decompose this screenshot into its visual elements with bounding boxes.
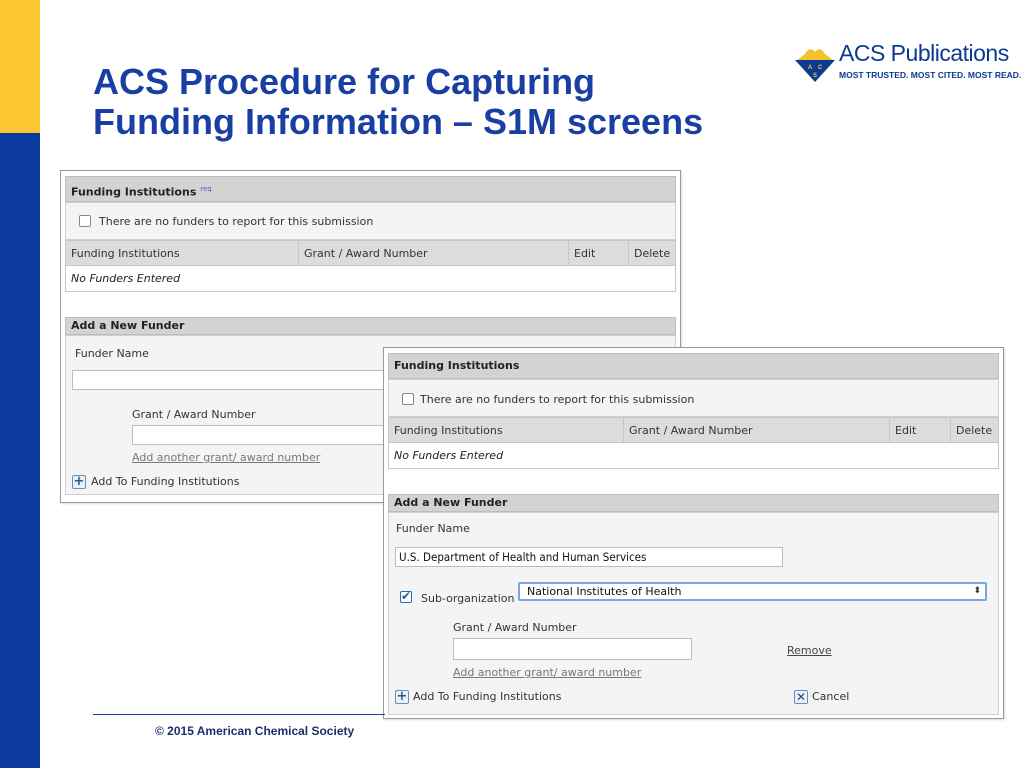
col-delete: Delete	[950, 418, 1000, 444]
sub-organization-selected: National Institutes of Health	[527, 585, 682, 598]
accent-bar-yellow	[0, 0, 40, 133]
no-funders-checkbox[interactable]	[79, 215, 91, 227]
section-title: Funding Institutions	[71, 185, 197, 199]
screenshot-filled-form	[383, 347, 1004, 719]
add-funder-form	[388, 512, 999, 715]
col-edit: Edit	[889, 418, 950, 444]
funder-name-label: Funder Name	[396, 522, 470, 535]
section-header-add-funder: Add a New Funder	[65, 317, 676, 335]
no-funders-checkbox[interactable]	[402, 393, 414, 405]
footer-divider	[93, 714, 385, 715]
sub-organization-label: Sub-organization	[421, 592, 515, 605]
table-header	[388, 417, 999, 443]
no-funders-label: There are no funders to report for this submission	[99, 215, 374, 228]
no-funders-label: There are no funders to report for this submission	[420, 393, 695, 406]
plus-icon[interactable]: +	[396, 689, 408, 704]
col-funding-institutions: Funding Institutions	[71, 247, 180, 260]
empty-table-message: No Funders Entered	[388, 443, 999, 469]
funder-name-input[interactable]	[72, 370, 402, 390]
emblem-letter-a: A	[808, 65, 813, 71]
funders-table	[65, 240, 676, 292]
empty-table-message: No Funders Entered	[65, 266, 676, 292]
add-another-grant-link[interactable]: Add another grant/ award number	[453, 666, 642, 679]
funders-table	[388, 417, 999, 469]
col-edit: Edit	[568, 241, 628, 267]
logo-tagline: MOST TRUSTED. MOST CITED. MOST READ.	[839, 70, 1022, 80]
grant-award-label: Grant / Award Number	[132, 408, 256, 421]
emblem-letter-c: C	[818, 65, 823, 71]
slide-title-line-2: Funding Information – S1M screens	[93, 101, 704, 142]
no-funders-row	[65, 202, 676, 240]
add-to-funding-institutions-button[interactable]: Add To Funding Institutions	[91, 475, 240, 488]
remove-link[interactable]: Remove	[787, 644, 832, 657]
accent-bar-blue	[0, 133, 40, 768]
plus-icon[interactable]: +	[73, 474, 85, 489]
emblem-letter-s: S	[813, 73, 818, 79]
section-header-funding-institutions	[65, 176, 676, 202]
section-header-funding-institutions: Funding Institutions	[388, 353, 999, 379]
required-marker: req	[200, 185, 212, 193]
no-funders-row	[388, 379, 999, 417]
acs-publications-logo	[793, 40, 1022, 84]
col-delete: Delete	[628, 241, 677, 267]
funder-name-input[interactable]: U.S. Department of Health and Human Services	[395, 547, 783, 567]
logo-wordmark: ACS Publications	[839, 40, 1009, 66]
select-arrows-icon: ⬍	[973, 586, 981, 596]
slide-title-line-1: ACS Procedure for Capturing	[93, 61, 596, 102]
col-funding-institutions: Funding Institutions	[394, 424, 503, 437]
col-grant-award-number: Grant / Award Number	[623, 418, 889, 444]
acs-emblem-icon	[793, 40, 837, 84]
section-header-add-funder: Add a New Funder	[388, 494, 999, 512]
add-to-funding-institutions-button[interactable]: Add To Funding Institutions	[413, 690, 562, 703]
grant-award-label: Grant / Award Number	[453, 621, 577, 634]
col-grant-award-number: Grant / Award Number	[298, 241, 568, 267]
grant-award-input[interactable]	[132, 425, 402, 445]
funder-name-label: Funder Name	[75, 347, 149, 360]
cancel-x-icon[interactable]: ✕	[795, 690, 807, 704]
slide-title	[93, 62, 793, 142]
add-another-grant-link[interactable]: Add another grant/ award number	[132, 451, 321, 464]
copyright-footer: © 2015 American Chemical Society	[155, 724, 355, 738]
cancel-button[interactable]: Cancel	[812, 690, 850, 703]
sub-organization-select[interactable]	[518, 582, 987, 601]
grant-award-input[interactable]	[453, 638, 692, 660]
sub-organization-checkbox[interactable]	[400, 591, 412, 603]
table-header	[65, 240, 676, 266]
